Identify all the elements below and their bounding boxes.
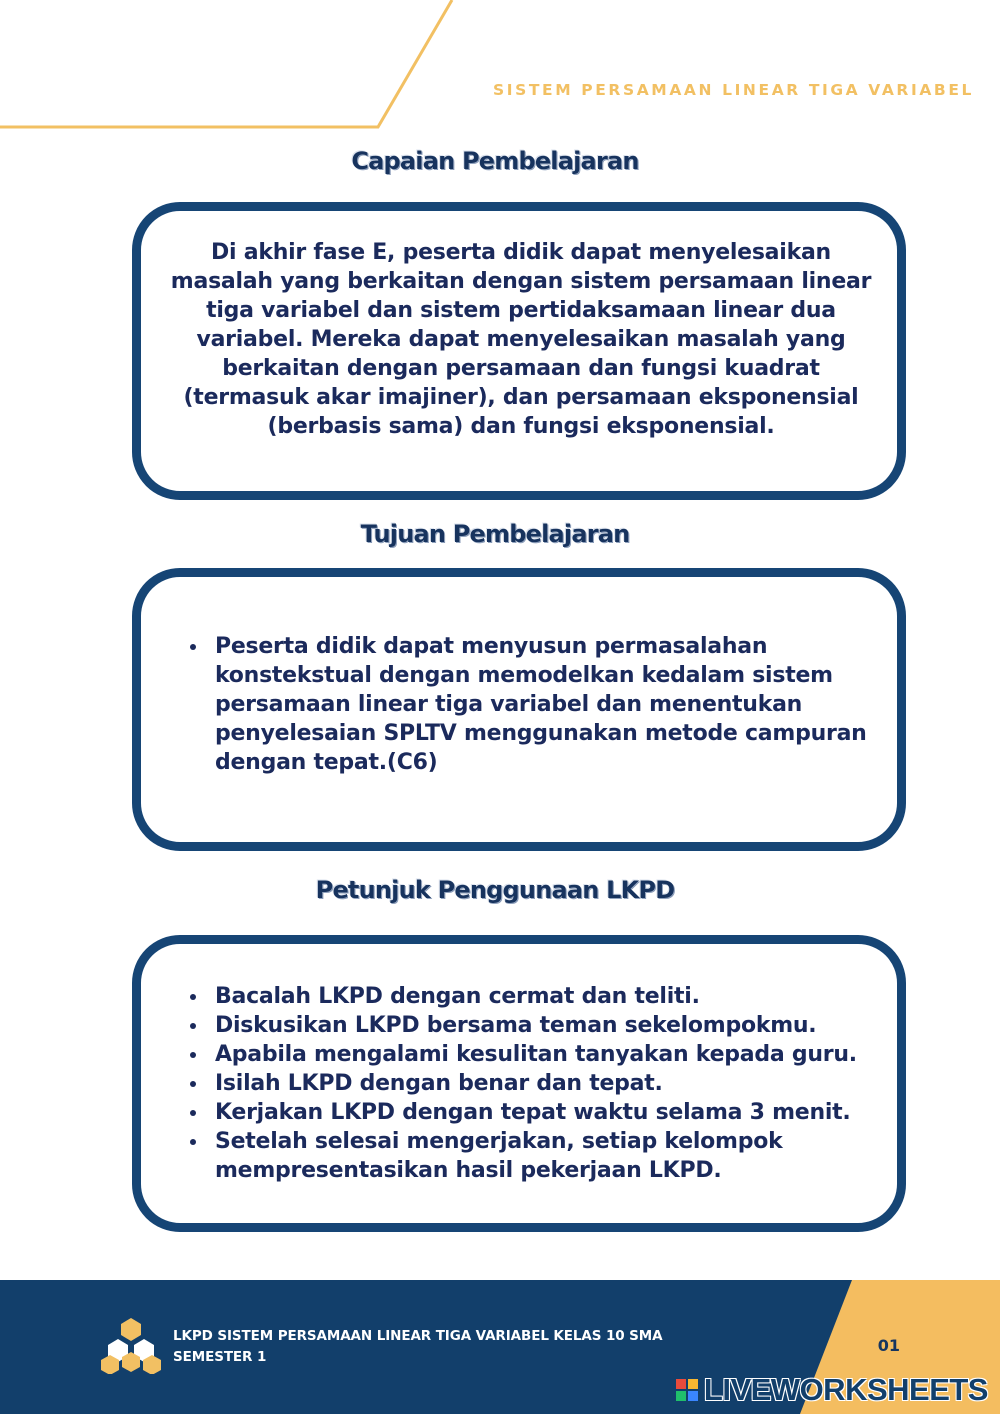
footer [0, 1280, 1000, 1414]
page-number: 01 [877, 1336, 900, 1355]
card-petunjuk [132, 935, 906, 1232]
footer-line-2: SEMESTER 1 [173, 1349, 267, 1365]
section-title-capaian: Capaian Pembelajaran [351, 147, 639, 175]
list-item: • Setelah selesai mengerjakan, setiap kelompok mempresentasikan hasil pekerjaan LKPD. [209, 1127, 877, 1185]
liveworksheets-logo-icon [676, 1379, 698, 1401]
capaian-text: Di akhir fase E, peserta didik dapat menyelesaikan masalah yang berkaitan dengan sistem persamaan linear tiga variabel dan sistem pertidaksamaan linear dua variabel. Mereka dapat menyelesaikan masalah yang berkaitan dengan persamaan dan fungsi kuadrat (termasuk akar imajiner), dan persamaan eksponensial (berbasis sama) dan fungsi eksponensial. [170, 240, 872, 439]
list-item: • Apabila mengalami kesulitan tanyakan kepada guru. [209, 1040, 877, 1069]
footer-line-1: LKPD SISTEM PERSAMAAN LINEAR TIGA VARIABEL KELAS 10 SMA [173, 1328, 663, 1344]
watermark [676, 1372, 988, 1408]
list-item: • Bacalah LKPD dengan cermat dan teliti. [209, 982, 877, 1011]
header-decoration [0, 0, 1000, 140]
list-item: • Kerjakan LKPD dengan tepat waktu selama 3 menit. [209, 1098, 877, 1127]
list-item: • Isilah LKPD dengan benar dan tepat. [209, 1069, 877, 1098]
petunjuk-list [141, 982, 897, 1185]
watermark-text: LIVEWORKSHEETS [703, 1372, 988, 1407]
footer-text [173, 1326, 662, 1368]
section-title-tujuan: Tujuan Pembelajaran [360, 520, 630, 548]
list-item: • Diskusikan LKPD bersama teman sekelompokmu. [209, 1011, 877, 1040]
tujuan-list [141, 632, 897, 777]
header-title: SISTEM PERSAMAAN LINEAR TIGA VARIABEL [492, 81, 974, 99]
card-capaian [132, 202, 906, 500]
hexagon-logo-icon [100, 1318, 162, 1374]
card-tujuan [132, 568, 906, 851]
section-title-petunjuk: Petunjuk Penggunaan LKPD [315, 876, 675, 904]
list-item: • Peserta didik dapat menyusun permasalahan konstekstual dengan memodelkan kedalam sistem persamaan linear tiga variabel dan menentukan penyelesaian SPLTV menggunakan metode campuran dengan tepat.(C6) [209, 632, 877, 777]
